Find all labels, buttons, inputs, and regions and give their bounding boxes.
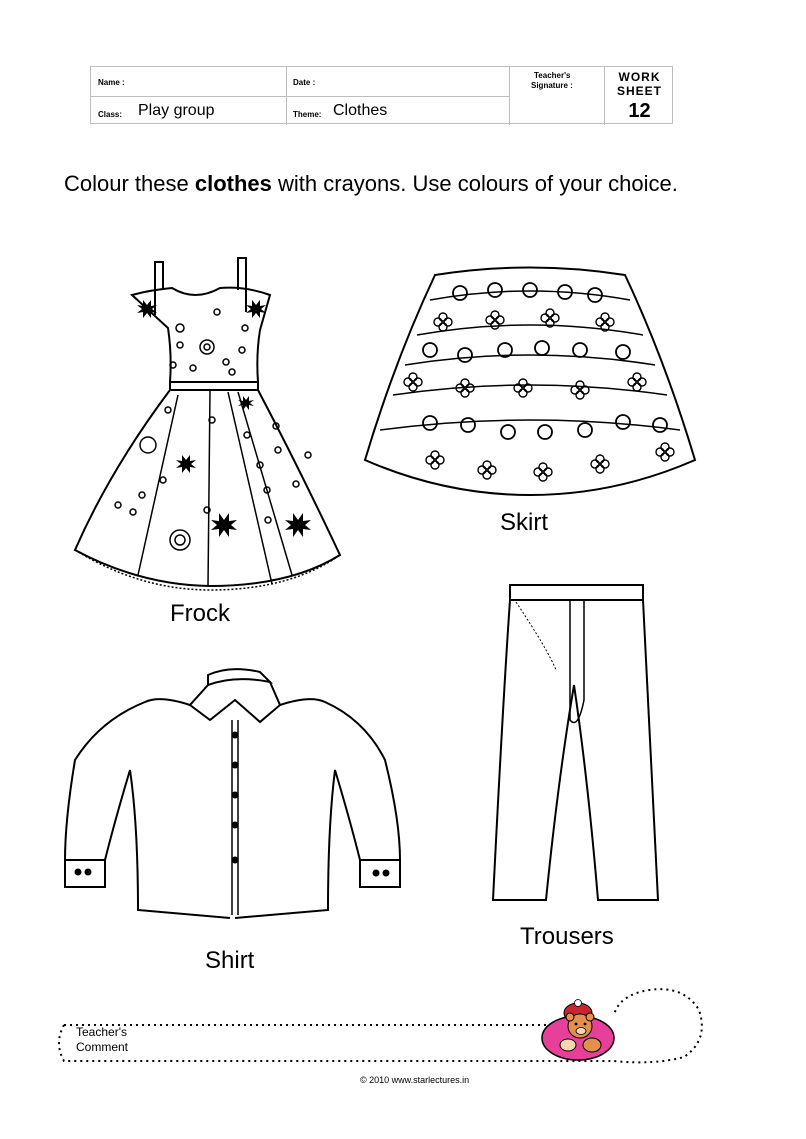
date-cell: [287, 67, 510, 97]
frock-drawing: [60, 250, 350, 590]
worksheet-label-line1: WORK: [618, 70, 661, 84]
skirt-drawing: [355, 260, 705, 500]
instruction-bold-word: clothes: [194, 171, 272, 196]
theme-label: Theme:: [293, 110, 322, 119]
comment-label-line2: Comment: [76, 1040, 129, 1054]
shirt-drawing: [60, 660, 405, 930]
trousers-drawing: [488, 580, 663, 905]
worksheet-number-badge: [605, 67, 674, 125]
instruction-part1: Colour these: [64, 171, 195, 196]
signature-label-line2: Signature :: [531, 81, 573, 90]
bear-mascot-icon: [540, 993, 620, 1063]
worksheet-header-table: [90, 66, 673, 124]
footer-copyright: © 2010 www.starlectures.in: [360, 1075, 470, 1085]
theme-value: Clothes: [333, 102, 388, 119]
teacher-comment-label: [76, 1025, 128, 1055]
worksheet-label-line2: SHEET: [616, 84, 662, 98]
instruction-text: [64, 170, 706, 197]
skirt-label: Skirt: [500, 509, 548, 536]
trousers-label: Trousers: [520, 923, 614, 950]
frock-label: Frock: [170, 600, 230, 627]
comment-label-line1: Teacher's: [76, 1025, 127, 1039]
shirt-label: Shirt: [205, 947, 255, 974]
worksheet-number: 12: [628, 100, 651, 122]
instruction-part2: with crayons. Use colours of your choice.: [271, 171, 678, 196]
class-label: Class:: [98, 110, 123, 119]
date-label: Date :: [293, 78, 316, 87]
class-value: Play group: [138, 102, 215, 119]
name-label: Name :: [98, 78, 125, 87]
signature-label-line1: Teacher's: [534, 71, 571, 80]
